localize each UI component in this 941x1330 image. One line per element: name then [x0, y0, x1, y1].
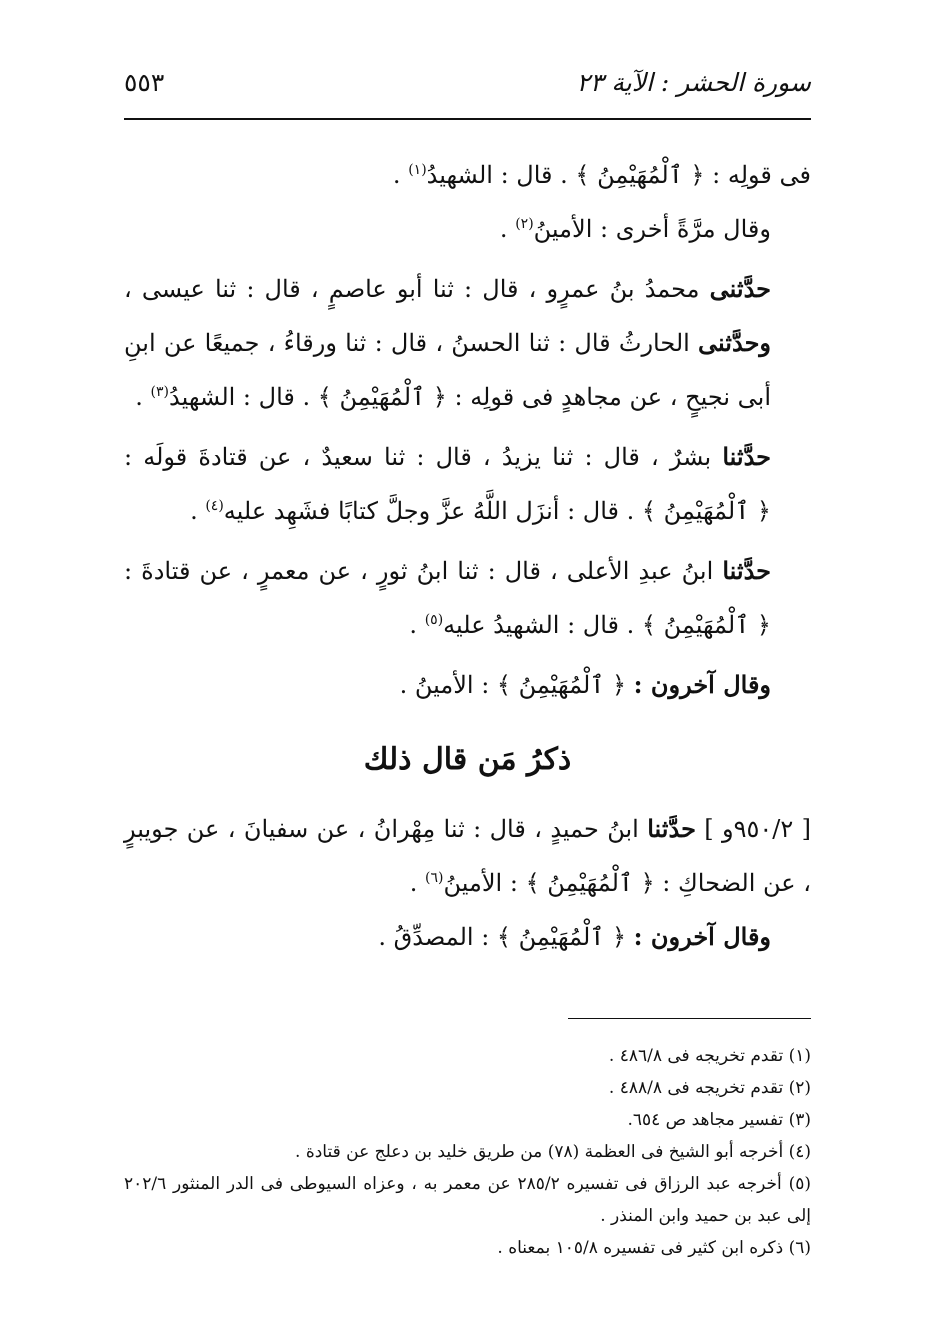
footnote-6: (٦) ذكره ابن كثير فى تفسيره ١٠٥/٨ بمعناه . [497, 1238, 811, 1258]
text: : المصدِّقُ . [378, 923, 497, 951]
footnote-marker: (٦) [425, 870, 444, 886]
footnote-2: (٢) تقدم تخريجه فى ٤٨٨/٨ . [608, 1078, 811, 1098]
paragraph-5 [124, 544, 811, 652]
text: . [135, 383, 151, 411]
text: فى قولِه : [704, 161, 811, 189]
footnote-marker: (٤) [205, 498, 224, 514]
paragraph-3 [124, 262, 811, 424]
text: . قال : أنزَل اللَّهُ عزَّ وجلَّ كتابًا فشَهِد عليه [223, 497, 642, 525]
narration-verb: حدَّثنا [647, 814, 696, 843]
footnote-marker: (١) [408, 162, 427, 178]
text [626, 923, 634, 951]
text: . [190, 497, 206, 525]
narration-verb: حدَّثنا [722, 556, 771, 585]
footnote-1: (١) تقدم تخريجه فى ٤٨٦/٨ . [608, 1046, 811, 1066]
paragraph-4 [124, 430, 811, 538]
main-text [124, 148, 811, 964]
text: : الأمينُ . [399, 671, 497, 699]
manuscript-ref: [ ٩٥٠/٢و ] [695, 815, 811, 843]
text: وقال مرَّةً أخرى : الأمينُ [533, 215, 771, 243]
text: : الأمينُ [443, 869, 526, 897]
running-header [124, 64, 811, 110]
footnote-marker: (٢) [515, 216, 534, 232]
narration-verb: وحدَّثنى [698, 328, 771, 357]
footnote-marker: (٣) [150, 384, 169, 400]
text: . قال : الشهيدُ عليه [443, 611, 642, 639]
text: . قال : الشهيدُ [169, 383, 318, 411]
quran-quote: ﴿ ٱلْمُهَيْمِنُ ﴾ [496, 923, 627, 951]
quran-quote: ﴿ ٱلْمُهَيْمِنُ ﴾ [641, 611, 771, 639]
quran-quote: ﴿ ٱلْمُهَيْمِنُ ﴾ [575, 161, 705, 189]
footnotes [124, 1040, 811, 1264]
header-title: سورة الحشر : الآية ٢٣ [576, 68, 811, 97]
header-rule [124, 118, 811, 120]
narration-verb: حدَّثنى [709, 274, 771, 303]
opinion-label: وقال آخرون : [633, 670, 771, 699]
text: . قال : الشهيدُ [426, 161, 576, 189]
narration-verb: حدَّثنا [722, 442, 771, 471]
opinion-label: وقال آخرون : [633, 922, 771, 951]
page-number: ٥٥٣ [124, 68, 165, 97]
section-heading: ذكرُ مَن قال ذلك [363, 742, 572, 777]
text: . [499, 215, 516, 243]
text: . [409, 869, 426, 897]
footnote-3: (٣) تفسير مجاهد ص ٦٥٤. [627, 1110, 811, 1130]
paragraph-6 [124, 658, 811, 712]
paragraph-8 [124, 910, 811, 964]
text: بشرٌ ، قال : ثنا يزيدُ ، قال : ثنا سعيدٌ ، عن قتادةَ قولَه : [124, 443, 723, 471]
text: ابنُ حميدٍ ، قال : ثنا مِهْرانُ ، عن سفيانَ ، عن جويبرٍ ، عن الضحاكِ : [124, 815, 811, 897]
quran-quote: ﴿ ٱلْمُهَيْمِنُ ﴾ [641, 497, 771, 525]
footnote-4: (٤) أخرجه أبو الشيخ فى العظمة (٧٨) من طريق خليد بن دعلج عن قتادة . [295, 1142, 811, 1162]
text: ابنُ عبدِ الأعلى ، قال : ثنا ابنُ ثورٍ ، عن معمرٍ ، عن قتادةَ : [124, 557, 723, 585]
paragraph-1 [124, 148, 811, 202]
paragraph-2 [124, 202, 811, 256]
quran-quote: ﴿ ٱلْمُهَيْمِنُ ﴾ [496, 671, 627, 699]
text: . [392, 161, 409, 189]
quran-quote: ﴿ ٱلْمُهَيْمِنُ ﴾ [317, 383, 447, 411]
footnote-marker: (٥) [424, 612, 444, 628]
text: . [409, 611, 425, 639]
text: محمدُ بنُ عمرٍو ، قال : ثنا أبو عاصمٍ ، قال : ثنا عيسى ، [124, 275, 710, 303]
quran-quote: ﴿ ٱلْمُهَيْمِنُ ﴾ [525, 869, 655, 897]
text [626, 671, 634, 699]
text: الحارثُ قال : ثنا الحسنُ ، قال : ثنا ورقاءُ ، جميعًا عن ابنِ أبى نجيحٍ ، عن مجاهدٍ فى قولِه : [124, 329, 771, 411]
paragraph-7 [124, 802, 811, 910]
footnote-rule [568, 1018, 811, 1019]
footnote-5: (٥) أخرجه عبد الرزاق فى تفسيره ٢٨٥/٢ عن معمر به ، وعزاه السيوطى فى الدر المنثور ٢٠٢/٦ إلى عبد بن حميد وابن المنذر . [124, 1174, 811, 1226]
